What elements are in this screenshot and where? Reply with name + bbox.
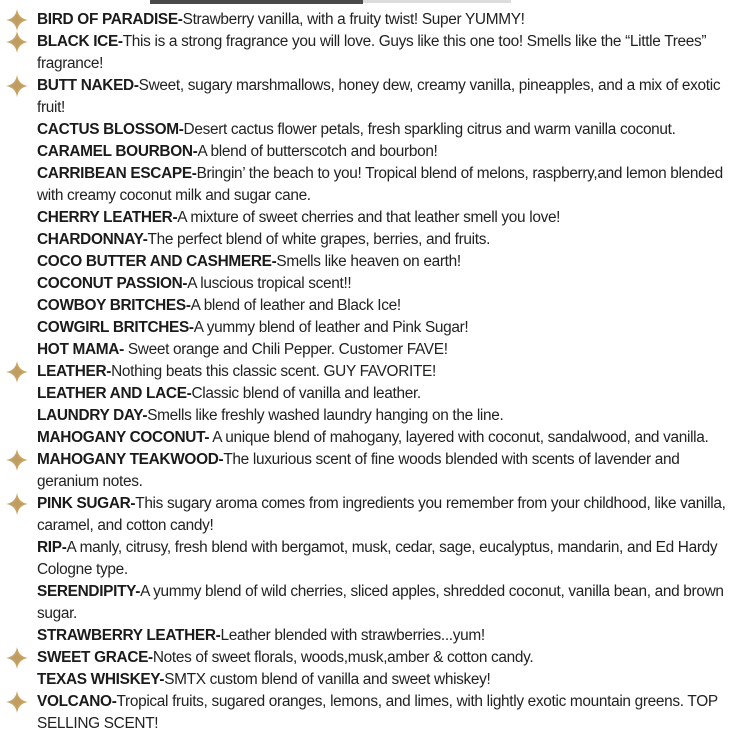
fragrance-description: A blend of butterscotch and bourbon! xyxy=(197,143,438,160)
fragrance-name: TEXAS WHISKEY- xyxy=(37,671,165,688)
fragrance-name: MAHOGANY TEAKWOOD- xyxy=(37,451,224,468)
fragrance-name: VOLCANO- xyxy=(37,693,117,710)
fragrance-description: A unique blend of mahogany, layered with coconut, sandalwood, and vanilla. xyxy=(209,429,709,446)
fragrance-list-item xyxy=(37,141,736,163)
fragrance-name: MAHOGANY COCONUT- xyxy=(37,429,210,446)
fragrance-description: Desert cactus flower petals, fresh sparkling citrus and warm vanilla coconut. xyxy=(183,121,676,138)
fragrance-name: CHARDONNAY- xyxy=(37,231,148,248)
fragrance-list-item xyxy=(37,119,736,141)
fragrance-name: CARAMEL BOURBON- xyxy=(37,143,198,160)
fragrance-list-item xyxy=(37,295,736,317)
fragrance-list-item xyxy=(37,361,736,383)
sparkle-star-icon xyxy=(6,691,28,713)
fragrance-list-item xyxy=(37,207,736,229)
fragrance-name: COCO BUTTER AND CASHMERE- xyxy=(37,253,277,270)
sparkle-star-icon xyxy=(6,493,28,515)
fragrance-description: Classic blend of vanilla and leather. xyxy=(191,385,421,402)
fragrance-name: LEATHER- xyxy=(37,363,112,380)
fragrance-description: Bringin’ the beach to you! Tropical blend of melons, raspberry,and lemon blended with creamy coconut milk and sugar cane. xyxy=(37,165,723,204)
sparkle-star-icon xyxy=(6,75,28,97)
fragrance-description: A manly, citrusy, fresh blend with bergamot, musk, cedar, sage, eucalyptus, mandarin, and Ed Hardy Cologne type. xyxy=(37,539,718,578)
fragrance-list-item xyxy=(37,9,736,31)
fragrance-list-item xyxy=(37,339,736,361)
top-cropped-bar-dark xyxy=(150,0,363,4)
fragrance-name: STRAWBERRY LEATHER- xyxy=(37,627,221,644)
fragrance-name: LEATHER AND LACE- xyxy=(37,385,192,402)
fragrance-description: A yummy blend of wild cherries, sliced apples, shredded coconut, vanilla bean, and brown sugar. xyxy=(37,583,724,622)
fragrance-description: Smells like heaven on earth! xyxy=(276,253,461,270)
fragrance-list-item xyxy=(37,449,736,493)
fragrance-name: RIP- xyxy=(37,539,67,556)
fragrance-description: This sugary aroma comes from ingredients you remember from your childhood, like vanilla, caramel, and cotton candy! xyxy=(37,495,726,534)
fragrance-list-item xyxy=(37,405,736,427)
fragrance-list-item xyxy=(37,427,736,449)
fragrance-list-item xyxy=(37,691,736,735)
fragrance-description: A blend of leather and Black Ice! xyxy=(190,297,401,314)
fragrance-name: CACTUS BLOSSOM- xyxy=(37,121,184,138)
fragrance-name: SWEET GRACE- xyxy=(37,649,153,666)
fragrance-description: Leather blended with strawberries...yum! xyxy=(220,627,485,644)
fragrance-name: HOT MAMA- xyxy=(37,341,124,358)
fragrance-name: PINK SUGAR- xyxy=(37,495,136,512)
fragrance-list-item xyxy=(37,581,736,625)
fragrance-name: COCONUT PASSION- xyxy=(37,275,188,292)
fragrance-name: BIRD OF PARADISE- xyxy=(37,11,183,28)
sparkle-star-icon xyxy=(6,361,28,383)
fragrance-name: SERENDIPITY- xyxy=(37,583,141,600)
fragrance-name: COWGIRL BRITCHES- xyxy=(37,319,194,336)
fragrance-description: A luscious tropical scent!! xyxy=(187,275,352,292)
fragrance-list-item xyxy=(37,75,736,119)
fragrance-description: Sweet orange and Chili Pepper. Customer FAVE! xyxy=(123,341,448,358)
fragrance-list-item xyxy=(37,163,736,207)
sparkle-star-icon xyxy=(6,31,28,53)
fragrance-description: SMTX custom blend of vanilla and sweet whiskey! xyxy=(164,671,491,688)
fragrance-name: BLACK ICE- xyxy=(37,33,123,50)
fragrance-name: CARRIBEAN ESCAPE- xyxy=(37,165,197,182)
fragrance-description: This is a strong fragrance you will love. Guys like this one too! Smells like the “Little Trees” fragrance! xyxy=(37,33,707,72)
fragrance-list-item xyxy=(37,251,736,273)
fragrance-list-item xyxy=(37,493,736,537)
fragrance-name: CHERRY LEATHER- xyxy=(37,209,178,226)
fragrance-list-item xyxy=(37,31,736,75)
fragrance-description: A yummy blend of leather and Pink Sugar! xyxy=(193,319,469,336)
fragrance-description: Notes of sweet florals, woods,musk,amber & cotton candy. xyxy=(152,649,534,666)
fragrance-description: The perfect blend of white grapes, berries, and fruits. xyxy=(147,231,491,248)
fragrance-list-item xyxy=(37,669,736,691)
sparkle-star-icon xyxy=(6,9,28,31)
fragrance-name: BUTT NAKED- xyxy=(37,77,139,94)
sparkle-star-icon xyxy=(6,449,28,471)
fragrance-list-item xyxy=(37,625,736,647)
fragrance-name: LAUNDRY DAY- xyxy=(37,407,148,424)
fragrance-description: The luxurious scent of fine woods blended with scents of lavender and geranium notes. xyxy=(37,451,680,490)
fragrance-list-item xyxy=(37,383,736,405)
fragrance-list-item xyxy=(37,537,736,581)
fragrance-description: Nothing beats this classic scent. GUY FAVORITE! xyxy=(111,363,436,380)
fragrance-description: Strawberry vanilla, with a fruity twist! Super YUMMY! xyxy=(182,11,525,28)
fragrance-description: Sweet, sugary marshmallows, honey dew, creamy vanilla, pineapples, and a mix of exotic fruit! xyxy=(37,77,721,116)
top-cropped-bar-light xyxy=(363,0,511,3)
fragrance-list-item xyxy=(37,647,736,669)
fragrance-description: A mixture of sweet cherries and that leather smell you love! xyxy=(177,209,561,226)
fragrance-list-item xyxy=(37,317,736,339)
fragrance-description: Tropical fruits, sugared oranges, lemons, and limes, with lightly exotic mountain greens. TOP SELLING SCENT! xyxy=(37,693,718,732)
fragrance-description: Smells like freshly washed laundry hanging on the line. xyxy=(147,407,504,424)
fragrance-list-item xyxy=(37,229,736,251)
fragrance-name: COWBOY BRITCHES- xyxy=(37,297,191,314)
fragrance-list-item xyxy=(37,273,736,295)
sparkle-star-icon xyxy=(6,647,28,669)
